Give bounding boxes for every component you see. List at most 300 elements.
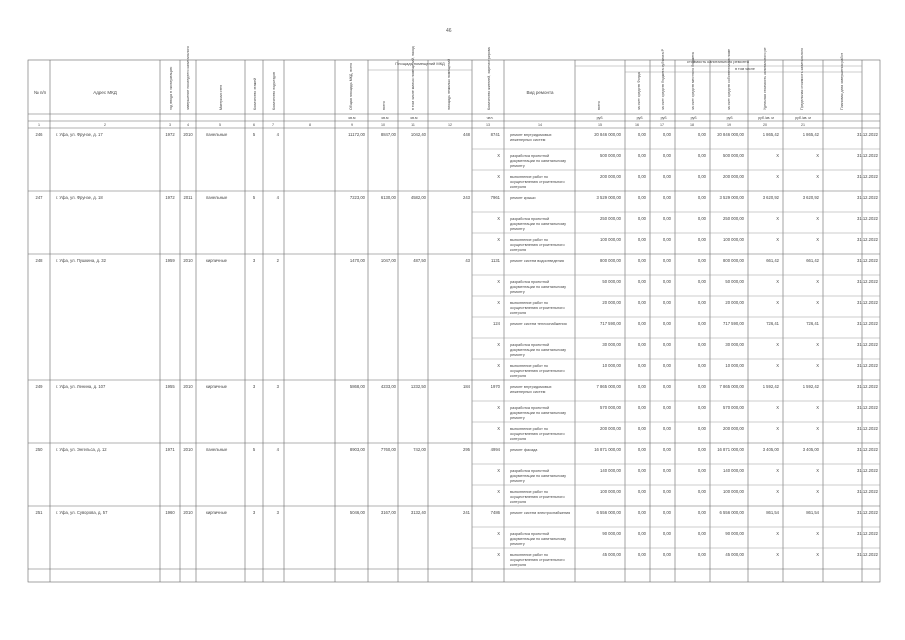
row-num: 250 (35, 447, 43, 452)
work-fund: 0,00 (637, 279, 646, 284)
work-owners: 800 000,00 (723, 258, 744, 263)
work-total: 30 000,00 (602, 342, 621, 347)
work-region: 0,00 (662, 132, 671, 137)
work-owners: 717 590,00 (723, 321, 744, 326)
work-deadline: 31.12.2022 (857, 405, 878, 410)
work-deadline: 31.12.2022 (857, 447, 878, 452)
header-num: № п/п (33, 90, 47, 95)
work-owners: 10 000,00 (725, 363, 744, 368)
work-owners: 50 000,00 (725, 279, 744, 284)
work-name: разработка проектной (510, 469, 550, 473)
work-unit-cost: X (776, 237, 779, 242)
header-col-number: 15 (598, 123, 602, 127)
work-code: X (497, 489, 500, 494)
work-unit-cost: 1 865,42 (762, 132, 779, 137)
work-total: 200 000,00 (600, 426, 621, 431)
row-last: 2011 (183, 195, 193, 200)
header-rotated-2: Материал стен (219, 84, 223, 110)
header-col-number: 17 (660, 123, 664, 127)
table-frame (28, 60, 880, 582)
work-fund: 0,00 (637, 132, 646, 137)
header-rotated-3: Количество этажей (253, 77, 257, 110)
work-owners: 30 000,00 (725, 342, 744, 347)
work-fund: 0,00 (637, 405, 646, 410)
work-fund: 0,00 (637, 300, 646, 305)
row-year: 1960 (165, 510, 175, 515)
row-address: г. Уфа, ул. Энгельса, д. 12 (56, 447, 107, 452)
work-unit-cost: X (776, 489, 779, 494)
work-code: X (497, 531, 500, 536)
header-rotated-10: всего (597, 101, 601, 110)
header-unit: руб. (726, 116, 734, 120)
header-col-number: 11 (411, 123, 415, 127)
work-deadline: 31.12.2022 (857, 468, 878, 473)
row-residents: 295 (463, 447, 470, 452)
row-last: 2010 (183, 447, 193, 452)
row-year: 1972 (165, 195, 175, 200)
work-region: 0,00 (662, 531, 671, 536)
row-address: г. Уфа, ул. Суворова, д. 57 (56, 510, 108, 515)
header-col-number: 5 (219, 123, 221, 127)
header-unit: руб./кв. м (758, 116, 774, 120)
row-total-area: 5046,00 (349, 510, 365, 515)
work-code: X (497, 237, 500, 242)
work-limit-cost: X (816, 468, 819, 473)
work-name: документации по капитальному (510, 222, 567, 226)
work-name: осуществлению строительного (510, 306, 565, 310)
work-owners: 140 000,00 (723, 468, 744, 473)
work-region: 0,00 (662, 258, 671, 263)
work-name: ремонт внутридомовых (510, 385, 552, 389)
work-region: 0,00 (662, 489, 671, 494)
work-owners: 250 000,00 (723, 216, 744, 221)
header-col-number: 8 (309, 123, 311, 127)
work-total: 16 871 000,00 (594, 447, 621, 452)
work-name: документации по капитальному (510, 159, 567, 163)
work-name: разработка проектной (510, 532, 550, 536)
work-total: 570 000,00 (600, 405, 621, 410)
work-name: контроля (510, 563, 527, 567)
work-total: 20 846 000,00 (594, 132, 621, 137)
work-local: 0,00 (697, 552, 706, 557)
header-unit: кв.м (348, 116, 356, 120)
header-col-number: 13 (486, 123, 490, 127)
row-entrances: 4 (276, 447, 279, 452)
work-region: 0,00 (662, 405, 671, 410)
header-rotated-6: всего (382, 101, 386, 110)
row-area-all: 6130,00 (380, 195, 396, 200)
work-region: 0,00 (662, 321, 671, 326)
work-owners: 20 000,00 (725, 300, 744, 305)
work-name: контроля (510, 374, 527, 378)
work-local: 0,00 (697, 132, 706, 137)
work-fund: 0,00 (637, 153, 646, 158)
work-limit-cost: X (816, 405, 819, 410)
work-local: 0,00 (697, 384, 706, 389)
header-col-number: 3 (169, 123, 171, 127)
row-area-all: 3167,00 (380, 510, 396, 515)
work-region: 0,00 (662, 363, 671, 368)
work-limit-cost: X (816, 216, 819, 221)
work-limit-cost: X (816, 342, 819, 347)
header-col-number: 6 (253, 123, 255, 127)
work-deadline: 31.12.2022 (857, 153, 878, 158)
work-fund: 0,00 (637, 426, 646, 431)
header-rotated-17: Плановая дата завершения работ (840, 52, 844, 110)
row-last: 2010 (183, 132, 193, 137)
row-floors: 5 (252, 447, 256, 452)
work-local: 0,00 (697, 468, 706, 473)
work-region: 0,00 (662, 447, 671, 452)
work-unit-cost: 661,42 (766, 258, 779, 263)
header-col-number: 1 (38, 123, 40, 127)
header-area-group: Площадь помещений МКД (395, 61, 445, 66)
header-rotated-9: Количество жителей, зарегистрирова (487, 47, 491, 110)
row-entrances: 3 (276, 384, 279, 389)
header-rotated-4: Количество подъездов (272, 72, 276, 110)
work-unit-cost: X (776, 531, 779, 536)
row-total-area: 5868,00 (349, 384, 365, 389)
work-code: X (497, 363, 500, 368)
header-col-number: 19 (727, 123, 731, 127)
work-fund: 0,00 (637, 174, 646, 179)
work-local: 0,00 (697, 258, 706, 263)
work-total: 90 000,00 (602, 531, 621, 536)
work-region: 0,00 (662, 468, 671, 473)
work-local: 0,00 (697, 405, 706, 410)
work-total: 20 000,00 (602, 300, 621, 305)
work-deadline: 31.12.2022 (857, 300, 878, 305)
work-name: выполнение работ по (510, 364, 549, 368)
work-name: документации по капитальному (510, 348, 567, 352)
work-owners: 16 871 000,00 (717, 447, 744, 452)
work-limit-cost: 861,54 (806, 510, 819, 515)
work-total: 717 590,00 (600, 321, 621, 326)
row-entrances: 3 (276, 510, 279, 515)
header-col-number: 21 (801, 123, 805, 127)
work-code: X (497, 426, 500, 431)
row-num: 247 (35, 195, 43, 200)
work-limit-cost: 3 405,00 (802, 447, 819, 452)
work-name: контроля (510, 311, 527, 315)
work-limit-cost: 661,42 (806, 258, 819, 263)
row-wall: кирпичные (206, 510, 227, 515)
row-year: 1972 (165, 132, 175, 137)
work-limit-cost: X (816, 174, 819, 179)
work-unit-cost: X (776, 174, 779, 179)
row-wall: панельные (206, 447, 228, 452)
work-name: разработка проектной (510, 154, 550, 158)
work-limit-cost: 726,41 (806, 321, 819, 326)
row-floors: 5 (252, 132, 256, 137)
work-owners: 6 556 000,00 (719, 510, 744, 515)
work-name: ремонту (510, 479, 525, 483)
work-name: осуществлению строительного (510, 243, 565, 247)
work-region: 0,00 (662, 510, 671, 515)
work-total: 45 000,00 (602, 552, 621, 557)
row-area-living: 742,00 (413, 447, 426, 452)
work-local: 0,00 (697, 510, 706, 515)
work-name: документации по капитальному (510, 411, 567, 415)
work-deadline: 31.12.2022 (857, 531, 878, 536)
work-owners: 90 000,00 (725, 531, 744, 536)
row-floors: 3 (252, 510, 256, 515)
work-deadline: 31.12.2022 (857, 279, 878, 284)
work-unit-cost: X (776, 468, 779, 473)
work-region: 0,00 (662, 153, 671, 158)
work-name: ремонту (510, 164, 525, 168)
work-total: 800 000,00 (600, 258, 621, 263)
work-total: 100 000,00 (600, 489, 621, 494)
row-floors: 3 (252, 384, 256, 389)
work-limit-cost: 1 592,42 (802, 384, 819, 389)
work-name: контроля (510, 437, 527, 441)
work-unit-cost: X (776, 300, 779, 305)
header-col-number: 9 (351, 123, 353, 127)
work-owners: 20 846 000,00 (717, 132, 744, 137)
work-deadline: 31.12.2022 (857, 426, 878, 431)
work-deadline: 31.12.2022 (857, 342, 878, 347)
work-name: контроля (510, 500, 527, 504)
work-limit-cost: X (816, 552, 819, 557)
header-unit: кв.м (381, 116, 389, 120)
row-num: 251 (35, 510, 43, 515)
work-code: X (497, 216, 500, 221)
row-floors: 5 (252, 195, 256, 200)
work-name: инженерных систем (510, 138, 546, 142)
row-entrances: 4 (276, 132, 279, 137)
work-deadline: 31.12.2022 (857, 510, 878, 515)
work-total: 6 556 000,00 (596, 510, 621, 515)
row-residents: 184 (463, 384, 470, 389)
work-name: осуществлению строительного (510, 495, 565, 499)
header-rotated-12: за счет средств бюджета субъекта Р (661, 48, 665, 110)
row-area-all: 7760,00 (380, 447, 396, 452)
header-rotated-14: за счет средств собственников поме (727, 48, 731, 110)
work-deadline: 31.12.2022 (857, 321, 878, 326)
row-total-area: 8903,00 (349, 447, 365, 452)
work-name: ремонту (510, 542, 525, 546)
work-total: 50 000,00 (602, 279, 621, 284)
page-number: 46 (446, 28, 452, 34)
row-area-all: 8847,00 (380, 132, 396, 137)
work-local: 0,00 (697, 300, 706, 305)
work-unit-cost: 3 405,00 (762, 447, 779, 452)
work-region: 0,00 (662, 300, 671, 305)
work-fund: 0,00 (637, 447, 646, 452)
row-last: 2010 (183, 258, 193, 263)
work-owners: 100 000,00 (723, 489, 744, 494)
header-rotated-0: год ввода в эксплуатацию (169, 66, 173, 110)
work-code: 8741 (490, 132, 500, 137)
header-rotated-16: Предельная стоимость капитального (800, 48, 804, 110)
work-region: 0,00 (662, 195, 671, 200)
work-unit-cost: 861,54 (766, 510, 779, 515)
work-unit-cost: X (776, 363, 779, 368)
work-fund: 0,00 (637, 384, 646, 389)
work-fund: 0,00 (637, 363, 646, 368)
header-works: Вид ремонта (526, 90, 554, 95)
header-cost-group: стоимость капитального ремонта (687, 59, 749, 64)
work-total: 200 000,00 (600, 174, 621, 179)
work-local: 0,00 (697, 342, 706, 347)
row-address: г. Уфа, ул. Пушкина, д. 32 (56, 258, 106, 263)
work-name: ремонту (510, 227, 525, 231)
header-rotated-5: Общая площадь МКД, всего (349, 62, 353, 110)
row-total-area: 7223,00 (349, 195, 365, 200)
work-unit-cost: X (776, 405, 779, 410)
header-unit: руб. (690, 116, 698, 120)
work-limit-cost: X (816, 300, 819, 305)
work-owners: 200 000,00 (723, 426, 744, 431)
work-limit-cost: X (816, 237, 819, 242)
work-name: контроля (510, 248, 527, 252)
work-name: осуществлению строительного (510, 369, 565, 373)
work-name: ремонт систем водоотведения (510, 259, 564, 263)
work-fund: 0,00 (637, 321, 646, 326)
work-deadline: 31.12.2022 (857, 363, 878, 368)
header-unit: руб. (660, 116, 668, 120)
row-area-living: 4582,00 (410, 195, 426, 200)
work-local: 0,00 (697, 489, 706, 494)
work-fund: 0,00 (637, 216, 646, 221)
work-total: 3 529 000,00 (596, 195, 621, 200)
header-address: Адрес МКД (93, 90, 117, 95)
work-unit-cost: 1 592,42 (762, 384, 779, 389)
work-local: 0,00 (697, 216, 706, 221)
work-name: документации по капитальному (510, 537, 567, 541)
work-fund: 0,00 (637, 531, 646, 536)
work-local: 0,00 (697, 153, 706, 158)
work-fund: 0,00 (637, 195, 646, 200)
header-rotated-8: площадь нежилых помещений (447, 58, 451, 110)
work-name: выполнение работ по (510, 175, 549, 179)
work-code: X (497, 342, 500, 347)
work-name: ремонт фасада (510, 448, 538, 452)
work-name: инженерных систем (510, 390, 546, 394)
work-name: ремонт внутридомовых (510, 133, 552, 137)
header-unit: кв.м (410, 116, 418, 120)
work-limit-cost: X (816, 489, 819, 494)
row-year: 1959 (165, 258, 175, 263)
work-deadline: 31.12.2022 (857, 237, 878, 242)
work-name: выполнение работ по (510, 553, 549, 557)
header-rotated-1: завершение последнего капитального (186, 46, 190, 110)
row-wall: панельные (206, 195, 228, 200)
row-last: 2010 (183, 510, 193, 515)
row-entrances: 4 (276, 195, 279, 200)
header-col-number: 18 (690, 123, 694, 127)
row-num: 249 (35, 384, 43, 389)
work-owners: 45 000,00 (725, 552, 744, 557)
header-unit: руб./кв. м (795, 116, 811, 120)
work-fund: 0,00 (637, 468, 646, 473)
work-deadline: 31.12.2022 (857, 552, 878, 557)
work-total: 10 000,00 (602, 363, 621, 368)
work-code: 7961 (490, 195, 500, 200)
work-name: выполнение работ по (510, 490, 549, 494)
work-name: выполнение работ по (510, 301, 549, 305)
work-code: X (497, 300, 500, 305)
work-region: 0,00 (662, 384, 671, 389)
work-fund: 0,00 (637, 237, 646, 242)
work-unit-cost: X (776, 279, 779, 284)
work-deadline: 31.12.2022 (857, 489, 878, 494)
header-rotated-11: за счет средств Фонда (637, 72, 641, 110)
work-deadline: 31.12.2022 (857, 258, 878, 263)
header-rotated-7: в том числе жилых помещений, наход (411, 46, 415, 110)
work-local: 0,00 (697, 195, 706, 200)
work-name: ремонту (510, 416, 525, 420)
header-col-number: 16 (635, 123, 639, 127)
work-fund: 0,00 (637, 510, 646, 515)
work-total: 140 000,00 (600, 468, 621, 473)
work-unit-cost: X (776, 426, 779, 431)
work-code: 1131 (490, 258, 500, 263)
header-col-number: 14 (538, 123, 542, 127)
work-region: 0,00 (662, 216, 671, 221)
work-name: ремонт систем электроснабжения (510, 511, 571, 515)
work-local: 0,00 (697, 531, 706, 536)
header-unit: руб. (636, 116, 644, 120)
row-year: 1971 (165, 447, 175, 452)
work-deadline: 31.12.2022 (857, 195, 878, 200)
work-region: 0,00 (662, 342, 671, 347)
header-unit: руб. (596, 116, 604, 120)
header-col-number: 12 (448, 123, 452, 127)
header-cost-sub: в том числе (735, 67, 755, 71)
row-total-area: 11172,00 (348, 132, 365, 137)
work-local: 0,00 (697, 426, 706, 431)
work-name: осуществлению строительного (510, 558, 565, 562)
work-name: осуществлению строительного (510, 432, 565, 436)
header-col-number: 10 (381, 123, 385, 127)
header-col-number: 20 (763, 123, 767, 127)
header-col-number: 7 (272, 123, 274, 127)
work-local: 0,00 (697, 237, 706, 242)
work-name: разработка проектной (510, 280, 550, 284)
work-local: 0,00 (697, 174, 706, 179)
work-limit-cost: X (816, 426, 819, 431)
work-name: разработка проектной (510, 406, 550, 410)
work-region: 0,00 (662, 174, 671, 179)
work-total: 7 865 000,00 (596, 384, 621, 389)
work-total: 100 000,00 (600, 237, 621, 242)
work-unit-cost: X (776, 216, 779, 221)
work-name: ремонт систем теплоснабжения (510, 322, 567, 326)
work-code: 1970 (490, 384, 500, 389)
work-unit-cost: X (776, 342, 779, 347)
work-fund: 0,00 (637, 342, 646, 347)
row-last: 2010 (183, 384, 193, 389)
row-num: 248 (35, 258, 43, 263)
row-residents: 43 (465, 258, 470, 263)
work-name: документации по капитальному (510, 285, 567, 289)
row-residents: 448 (463, 132, 470, 137)
work-code: 124 (493, 321, 500, 326)
work-deadline: 31.12.2022 (857, 216, 878, 221)
row-address: г. Уфа, ул. Фрунзе, д. 18 (56, 195, 103, 200)
work-deadline: 31.12.2022 (857, 132, 878, 137)
row-wall: панельные (206, 132, 228, 137)
work-owners: 7 865 000,00 (719, 384, 744, 389)
work-name: разработка проектной (510, 217, 550, 221)
row-total-area: 1470,00 (349, 258, 365, 263)
work-limit-cost: X (816, 531, 819, 536)
work-name: осуществлению строительного (510, 180, 565, 184)
work-region: 0,00 (662, 279, 671, 284)
work-name: ремонту (510, 353, 525, 357)
